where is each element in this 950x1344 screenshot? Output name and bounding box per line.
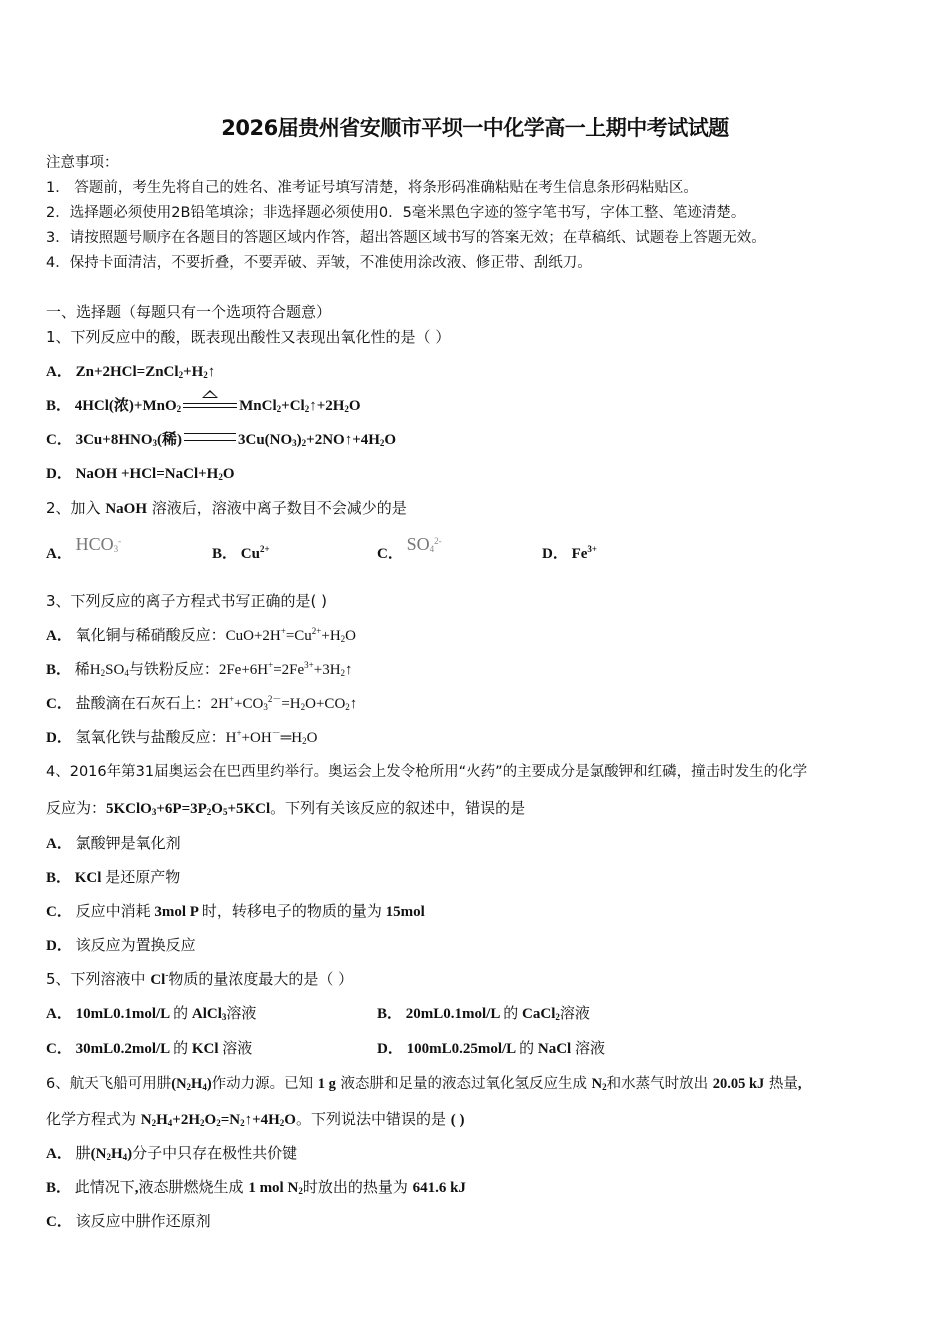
notice-item-3: 3．请按照题号顺序在各题目的答题区域内作答，超出答题区域书写的答案无效；在草稿纸、试题卷上答题无效。: [46, 230, 766, 246]
q4-option-b: B． KCl 是还原产物: [46, 868, 181, 886]
q3-option-a: A． 氧化铜与稀硝酸反应：$CuO+2H^+=Cu^{2+}+H_2O$: [46, 626, 357, 644]
q5-option-d: D． 100mL0.25mol/L 的 NaCl 溶液: [377, 1039, 605, 1057]
q1-option-d: D． NaOH $+HCl=NaCl+H_2O$: [46, 466, 235, 482]
equals-double-line-icon: [184, 433, 236, 441]
q4-option-c: C． 反应中消耗 3mol P 时，转移电子的物质的量为 15mol: [46, 902, 425, 920]
q3-option-d: D． 氢氧化铁与盐酸反应：$H^++OH^-═H_2O$: [46, 728, 318, 746]
q4-option-d: D． 该反应为置换反应: [46, 936, 196, 954]
q4-stem-line1: 4、2016年第31届奥运会在巴西里约举行。奥运会上发令枪所用“火药”的主要成分是氯酸钾和红磷，撞击时发生的化学: [46, 764, 808, 780]
q1-option-c: C． $3Cu+8HNO_3$(稀) $3Cu(NO_3)_2+2NO↑+4H_2O$: [46, 432, 397, 448]
q2-option-c: C． $SO_4^{2-}$: [377, 534, 442, 562]
q2-option-d: D． $Fe^{3+}$: [542, 544, 598, 562]
q4-stem-line2: 反应为：$5KClO_3+6P=3P_2O_5+5KCl$。下列有关该反应的叙述中，错误的是: [46, 799, 526, 817]
notice-item-1: 1． 答题前，考生先将自己的姓名、准考证号填写清楚，将条形码准确粘贴在考生信息条形码粘贴区。: [46, 180, 698, 196]
q5-stem: 5、下列溶液中 Cl-物质的量浓度最大的是（ ）: [46, 970, 354, 988]
q2-stem: 2、加入 NaOH 溶液后，溶液中离子数目不会减少的是: [46, 499, 407, 517]
q6-stem-line2: 化学方程式为 $N_2H_4+2H_2O_2=N_2↑+4H_2O$。下列说法中错误的是 ( ): [46, 1110, 465, 1128]
q3-option-c: C． 盐酸滴在石灰石上：$2H^++CO_3^{2-}=H_2O+CO_2↑$: [46, 694, 358, 712]
notice-item-2: 2．选择题必须使用2B铅笔填涂；非选择题必须使用0．5毫米黑色字迹的签字笔书写，字体工整、笔迹清楚。: [46, 205, 746, 221]
q2-option-b: B． $Cu^{2+}$: [212, 544, 270, 562]
q6-stem-line1: 6、航天飞船可用肼$(N_2H_4)$作动力源。已知 1 g 液态肼和足量的液态过氧化氢反应生成 $N_2$和水蒸气时放出 20.05 kJ 热量,: [46, 1076, 802, 1092]
q1-option-a: A． $Zn+2HCl=ZnCl_2+H_2↑$: [46, 364, 216, 380]
sulfate-ion-image: $SO_4^{2-}$: [406, 534, 442, 554]
q3-option-b: B． 稀$H_2SO_4$与铁粉反应：$2Fe+6H^+=2Fe^{3+}+3H_2↑$: [46, 660, 353, 678]
q5-option-a: A． 10mL0.1mol/L 的 AlCl$_3$溶液: [46, 1004, 257, 1022]
q6-option-b: B． 此情况下,液态肼燃烧生成 1 mol $N_2$时放出的热量为 641.6 kJ: [46, 1178, 466, 1196]
q2-option-a: A． $HCO_3^-$: [46, 534, 122, 562]
section-heading: 一、选择题（每题只有一个选项符合题意）: [46, 303, 332, 321]
heat-condition-icon: [183, 396, 237, 410]
bicarbonate-ion-image: $HCO_3^-$: [75, 534, 122, 554]
q6-option-c: C． 该反应中肼作还原剂: [46, 1212, 211, 1230]
q5-option-c: C． 30mL0.2mol/L 的 KCl 溶液: [46, 1039, 253, 1057]
page-title: 2026届贵州省安顺市平坝一中化学高一上期中考试试题: [221, 116, 729, 140]
q4-option-a: A． 氯酸钾是氧化剂: [46, 834, 181, 852]
q3-stem: 3、下列反应的离子方程式书写正确的是( ): [46, 592, 328, 610]
q1-option-b: B． 4HCl(浓)+MnO$_2$ $MnCl_2+Cl_2↑+2H_2O$: [46, 394, 361, 415]
q1-stem: 1、下列反应中的酸，既表现出酸性又表现出氧化性的是（ ）: [46, 328, 451, 346]
q6-option-a: A． 肼$(N_2H_4)$分子中只存在极性共价键: [46, 1144, 298, 1162]
notice-item-4: 4．保持卡面清洁，不要折叠，不要弄破、弄皱，不准使用涂改液、修正带、刮纸刀。: [46, 255, 592, 271]
q5-option-b: B． 20mL0.1mol/L 的 CaCl$_2$溶液: [377, 1004, 590, 1022]
notice-heading: 注意事项：: [46, 155, 119, 171]
